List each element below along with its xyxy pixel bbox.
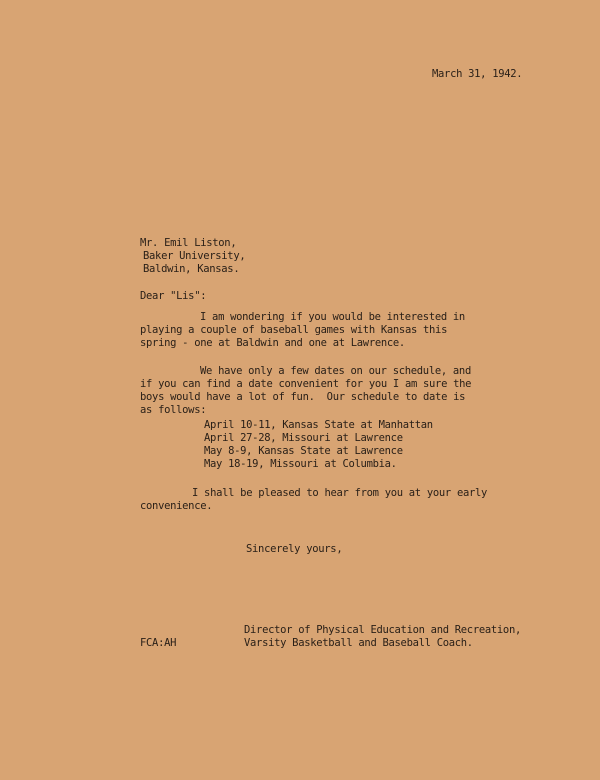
- schedule-item: May 18-19, Missouri at Columbia.: [204, 458, 397, 470]
- paragraph-1: [140, 311, 465, 350]
- closing: Sincerely yours,: [246, 543, 343, 555]
- paragraph-line: playing a couple of baseball games with Kansas this: [140, 324, 448, 336]
- recipient-line: Baldwin, Kansas.: [143, 263, 240, 275]
- title-line: Director of Physical Education and Recreation,: [244, 624, 521, 636]
- schedule-list: [204, 419, 433, 471]
- schedule-item: April 27-28, Missouri at Lawrence: [204, 432, 403, 444]
- paragraph-line: boys would have a lot of fun. Our schedule to date is: [140, 391, 466, 403]
- paragraph-line: I shall be pleased to hear from you at your early: [192, 487, 488, 499]
- recipient-line: Baker University,: [143, 250, 246, 262]
- paragraph-3: [140, 487, 487, 513]
- salutation: Dear "Lis":: [140, 290, 207, 302]
- typist-initials: FCA:AH: [140, 637, 177, 649]
- paragraph-line: We have only a few dates on our schedule, and: [200, 365, 471, 377]
- paragraph-2: [140, 365, 471, 417]
- paragraph-line: I am wondering if you would be interested in: [200, 311, 465, 323]
- paragraph-line: spring - one at Baldwin and one at Lawrence.: [140, 337, 405, 349]
- paragraph-line: if you can find a date convenient for you I am sure the: [140, 378, 472, 390]
- title-line: Varsity Basketball and Baseball Coach.: [244, 637, 473, 649]
- schedule-item: May 8-9, Kansas State at Lawrence: [204, 445, 403, 457]
- signature-title: [244, 624, 521, 650]
- paragraph-line: convenience.: [140, 500, 213, 512]
- schedule-item: April 10-11, Kansas State at Manhattan: [204, 419, 433, 431]
- recipient-address: [140, 237, 245, 276]
- paragraph-line: as follows:: [140, 404, 207, 416]
- letter-date: March 31, 1942.: [432, 68, 523, 80]
- recipient-line: Mr. Emil Liston,: [140, 237, 237, 249]
